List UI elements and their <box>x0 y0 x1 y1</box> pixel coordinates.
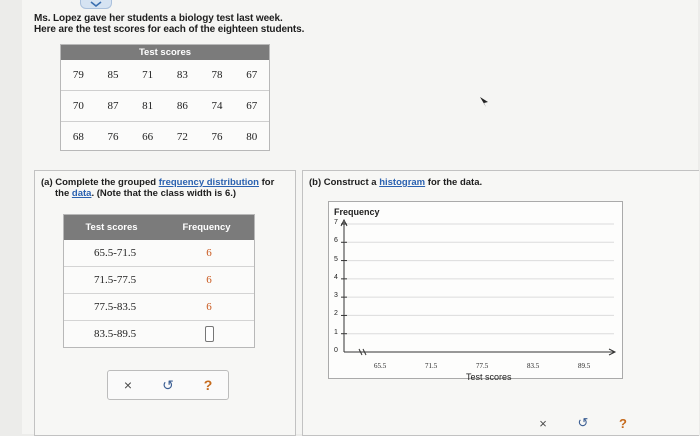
score-cell: 74 <box>211 100 223 112</box>
part-b-text: (b) Construct a <box>309 177 380 188</box>
table-row <box>64 294 254 321</box>
undo-button[interactable]: ↺ <box>162 376 174 393</box>
score-cell: 78 <box>211 69 223 81</box>
part-a-text: . (Note that the class width is 6.) <box>91 188 237 199</box>
scores-table-title: Test scores <box>61 45 269 60</box>
score-cell: 72 <box>176 131 188 143</box>
y-tick-label: 0 <box>334 347 338 354</box>
frequency-answer[interactable]: 6 <box>206 274 212 286</box>
class-interval: 83.5-89.5 <box>94 328 137 340</box>
part-a-text: for <box>259 177 275 188</box>
score-cell: 67 <box>246 100 258 112</box>
score-cell: 76 <box>107 131 119 143</box>
score-cell: 71 <box>142 69 154 81</box>
score-cell: 86 <box>176 100 188 112</box>
part-b-action-bar <box>523 411 643 435</box>
part-b-panel <box>302 170 699 436</box>
part-b-text: for the data. <box>425 177 483 188</box>
score-cell: 85 <box>107 69 119 81</box>
class-interval: 71.5-77.5 <box>94 274 137 286</box>
histogram-axes <box>329 202 622 378</box>
y-tick-label: 3 <box>334 292 338 300</box>
x-tick-label: 89.5 <box>578 362 591 370</box>
table-row <box>61 91 269 122</box>
frequency-input[interactable] <box>205 326 214 342</box>
part-a-action-bar <box>107 370 229 400</box>
table-row <box>61 60 269 91</box>
y-tick-label: 1 <box>334 328 338 336</box>
table-row <box>61 122 269 152</box>
column-header-class: Test scores <box>85 222 138 233</box>
question-prompt <box>34 13 304 35</box>
help-button[interactable]: ? <box>203 377 213 393</box>
score-cell: 68 <box>72 131 84 143</box>
column-header-frequency: Frequency <box>182 222 231 233</box>
frequency-answer[interactable]: 6 <box>206 247 212 259</box>
mouse-cursor-icon <box>479 96 489 108</box>
histogram-link[interactable]: histogram <box>379 177 426 188</box>
part-a-panel <box>34 170 296 436</box>
y-tick-label: 4 <box>334 273 338 281</box>
y-axis-label: Frequency <box>334 207 380 217</box>
y-tick-label: 2 <box>334 310 338 318</box>
x-tick-label: 65.5 <box>374 362 387 370</box>
histogram-canvas[interactable] <box>328 201 623 382</box>
score-cell: 66 <box>142 131 154 143</box>
prompt-line-2: Here are the test scores for each of the eighteen students. <box>34 24 305 35</box>
score-cell: 80 <box>246 131 258 143</box>
undo-button[interactable]: ↺ <box>577 415 589 430</box>
scores-table <box>60 44 270 151</box>
part-a-text: (a) Complete the grouped <box>41 177 159 188</box>
table-row <box>64 240 254 267</box>
score-cell: 81 <box>142 100 154 112</box>
x-tick-label: 83.5 <box>527 362 540 370</box>
part-b-instructions <box>309 177 482 188</box>
help-button[interactable]: ? <box>619 415 627 431</box>
prompt-line-1: Ms. Lopez gave her students a biology test last week. <box>34 13 283 24</box>
question-page <box>22 0 698 434</box>
y-tick-label: 6 <box>334 237 338 245</box>
table-row <box>64 267 254 294</box>
score-cell: 67 <box>246 69 258 81</box>
clear-button[interactable]: × <box>123 377 133 393</box>
y-tick-label: 5 <box>334 255 338 263</box>
frequency-table-header <box>64 215 254 240</box>
x-tick-label: 71.5 <box>425 362 438 370</box>
table-row <box>64 321 254 347</box>
class-interval: 77.5-83.5 <box>94 301 137 313</box>
frequency-distribution-link[interactable]: frequency distribution <box>158 177 259 188</box>
x-tick-label: 77.5 <box>476 362 489 370</box>
clear-button[interactable]: × <box>539 415 547 431</box>
frequency-answer[interactable]: 6 <box>206 301 212 313</box>
chevron-down-icon <box>90 1 102 7</box>
score-cell: 70 <box>72 100 84 112</box>
score-cell: 83 <box>176 69 188 81</box>
score-cell: 76 <box>211 131 223 143</box>
class-interval: 65.5-71.5 <box>94 247 137 259</box>
score-cell: 79 <box>72 69 84 81</box>
frequency-table <box>63 214 255 348</box>
x-axis-label: Test scores <box>466 372 512 382</box>
part-a-instructions <box>41 177 274 199</box>
frequency-input-cell <box>164 326 254 342</box>
part-a-text: the <box>55 188 72 199</box>
collapse-tab[interactable] <box>80 0 112 9</box>
y-tick-label: 7 <box>334 219 338 226</box>
score-cell: 87 <box>107 100 119 112</box>
data-link[interactable]: data <box>71 188 92 199</box>
